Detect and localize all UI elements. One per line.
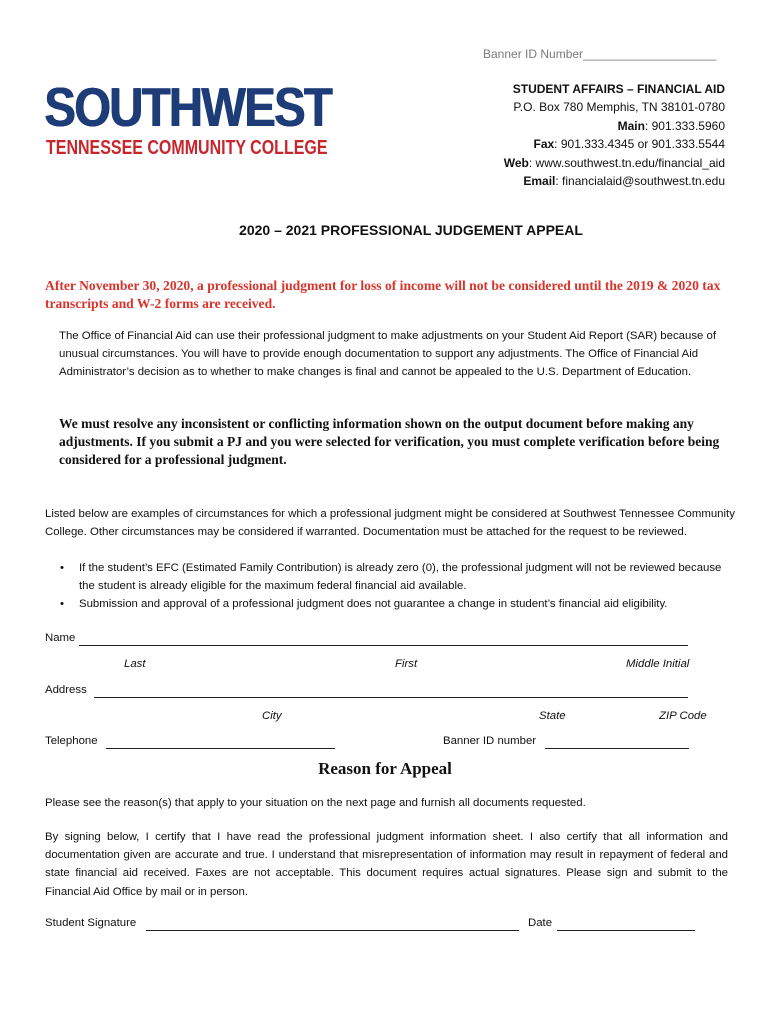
fax-label: Fax: [533, 137, 555, 152]
list-item: [45, 559, 735, 595]
address-label: Address: [45, 684, 87, 696]
bullet-text: Submission and approval of a professional judgment does not guarantee a change in student’s financial aid eligibility.: [79, 598, 668, 611]
middle-initial-caption: Middle Initial: [626, 658, 690, 670]
main-value: : 901.333.5960: [644, 118, 725, 133]
address-field[interactable]: [94, 697, 688, 698]
college-logo-subtitle: TENNESSEE COMMUNITY COLLEGE: [46, 137, 328, 159]
email-label: Email: [523, 174, 556, 189]
banner-id-header: Banner ID Number____________________: [483, 47, 717, 61]
bullet-icon: •: [60, 598, 64, 611]
intro-paragraph: The Office of Financial Aid can use their professional judgment to make adjustments on your Student Aid Report (SAR) because of unusual circumstances. You will have to provide enough documentation to support any adjustments. The Office of Financial Aid Administrator’s decision as to whether to make changes is final and cannot be appealed to the U.S. Department of Education.: [59, 330, 717, 379]
bullet-text: If the student’s EFC (Estimated Family Contribution) is already zero (0), the professional judgment will not be reviewed because the student is already eligible for the maximum federal financial aid available.: [79, 562, 722, 593]
contact-email: [504, 172, 725, 190]
contact-fax: [504, 135, 725, 153]
name-label: Name: [45, 632, 76, 644]
contact-address: P.O. Box 780 Memphis, TN 38101-0780: [513, 100, 725, 115]
date-field[interactable]: [557, 930, 695, 931]
reason-instructions: Please see the reason(s) that apply to your situation on the next page and furnish all documents requested.: [45, 797, 586, 809]
contact-main: [504, 117, 725, 135]
college-logo-name: SOUTHWEST: [44, 76, 331, 138]
bullet-icon: •: [60, 562, 64, 574]
page-title: 2020 – 2021 PROFESSIONAL JUDGEMENT APPEAL: [239, 222, 583, 238]
banner-id-field[interactable]: [545, 748, 689, 749]
state-caption: State: [539, 710, 566, 722]
examples-paragraph: Listed below are examples of circumstances for which a professional judgment might be considered at Southwest Tennessee Community College. Other circumstances may be considered if warranted. Documentation must be attached for the request to be reviewed.: [45, 508, 735, 539]
telephone-field[interactable]: [106, 748, 335, 749]
contact-web: [504, 154, 725, 172]
name-field[interactable]: [79, 645, 688, 646]
main-label: Main: [617, 118, 645, 133]
certification-paragraph: By signing below, I certify that I have read the professional judgment information sheet. I also certify that all information and documentation given are accurate and true. I understand that misrepresentation of information may result in repayment of federal and state financial aid received. Faxes are not acceptable. This document requires actual signatures. Please sign and submit to the Financial Aid Office by mail or in person.: [45, 831, 728, 898]
banner-id-label: Banner ID number: [443, 735, 537, 747]
fax-value: : 901.333.4345 or 901.333.5544: [554, 137, 725, 152]
list-item: [45, 595, 735, 613]
bullet-list: [45, 559, 735, 613]
reason-title: Reason for Appeal: [318, 759, 452, 778]
first-name-caption: First: [395, 658, 418, 670]
signature-label: Student Signature: [45, 917, 137, 929]
web-value[interactable]: : www.southwest.tn.edu/financial_aid: [528, 155, 725, 170]
verification-notice: We must resolve any inconsistent or conflicting information shown on the output document before making any adjustments. If you submit a PJ and you were selected for verification, you must complete verification before being considered for a professional judgment.: [59, 416, 720, 468]
telephone-label: Telephone: [45, 735, 98, 747]
signature-field[interactable]: [146, 930, 519, 931]
city-caption: City: [262, 710, 282, 722]
email-value[interactable]: : financialaid@southwest.tn.edu: [555, 174, 725, 189]
zip-caption: ZIP Code: [659, 710, 707, 722]
date-label: Date: [528, 917, 553, 929]
contact-heading: STUDENT AFFAIRS – FINANCIAL AID: [512, 82, 725, 96]
web-label: Web: [503, 155, 529, 170]
last-name-caption: Last: [124, 658, 146, 670]
deadline-note: After November 30, 2020, a professional judgment for loss of income will not be considered until the 2019 & 2020 tax transcripts and W-2 forms are received.: [45, 278, 721, 311]
contact-block: [504, 80, 725, 190]
